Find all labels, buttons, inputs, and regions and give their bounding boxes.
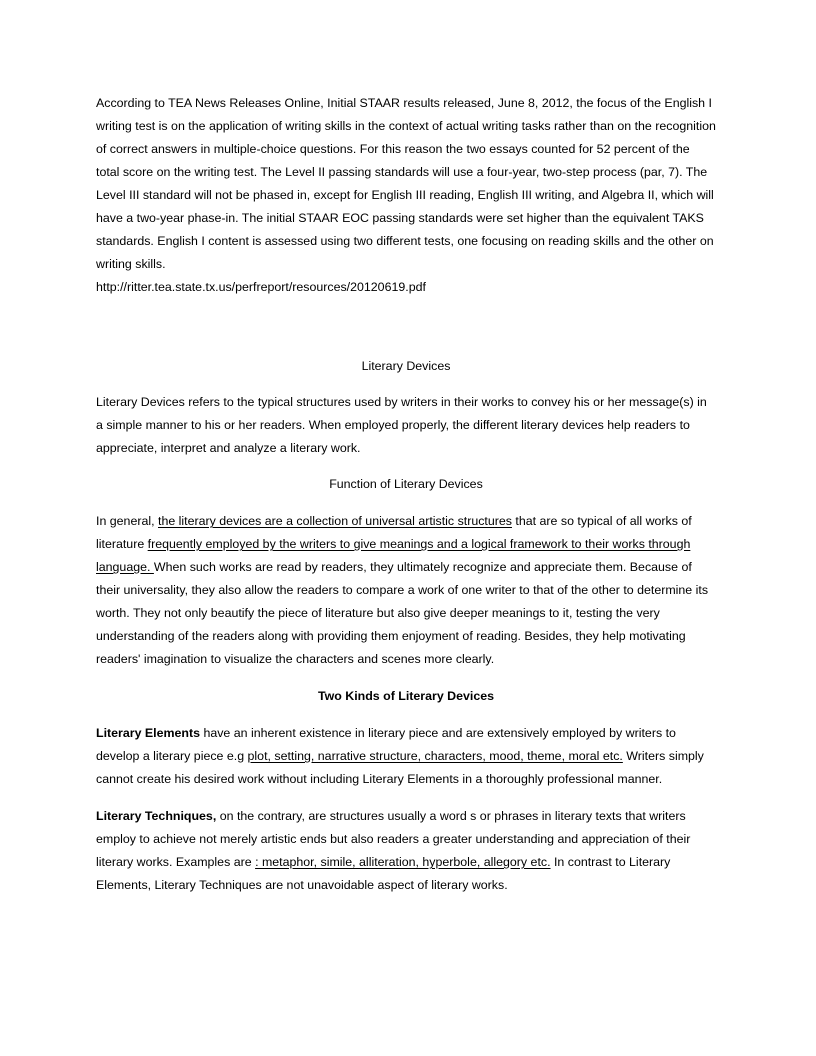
function-heading: Function of Literary Devices <box>329 477 483 491</box>
literary-techniques-paragraph <box>96 805 716 897</box>
function-underline-2: frequently employed by the writers to give meanings and a logical framework to their works through language. <box>96 537 691 574</box>
literary-devices-paragraph: Literary Devices refers to the typical structures used by writers in their works to convey his or her message(s) in a simple manner to his or her readers. When employed properly, the different literary devices help readers to appreciate, interpret and analyze a literary work. <box>96 395 707 455</box>
document-page <box>96 92 716 897</box>
literary-techniques-text-1: on the contrary, are structures usually a word s or phrases in literary texts that writers employ to achieve not merely artistic ends but also readers a greater understanding and appreciation of their literary works. Examples are <box>96 809 691 869</box>
literary-elements-examples: plot, setting, narrative structure, characters, mood, theme, moral etc. <box>247 749 623 763</box>
two-kinds-heading: Two Kinds of Literary Devices <box>317 689 495 703</box>
function-mid: that are so typical of all works of literature <box>96 514 692 551</box>
literary-techniques-text-2: In contrast to Literary Elements, Literary Techniques are not unavoidable aspect of literary works. <box>96 855 671 892</box>
literary-elements-paragraph <box>96 722 716 791</box>
source-url: http://ritter.tea.state.tx.us/perfreport/resources/20120619.pdf <box>96 280 426 294</box>
function-lead: In general, <box>96 514 158 528</box>
function-rest: When such works are read by readers, they ultimately recognize and appreciate them. Because of their universality, they also allow the readers to compare a work of one writer to that of the other to determine its worth. They not only beautify the piece of literature but also give deeper meanings to it, testing the very understanding of the readers along with providing them enjoyment of reading. Besides, they help motivating readers' imagination to visualize the characters and scenes more clearly. <box>96 560 709 666</box>
literary-elements-term: Literary Elements <box>96 726 200 740</box>
literary-elements-text-2: Writers simply cannot create his desired work without including Literary Elements in a thoroughly professional manner. <box>96 749 704 786</box>
function-paragraph <box>96 510 716 671</box>
literary-devices-heading: Literary Devices <box>361 359 451 373</box>
function-underline-1: the literary devices are a collection of universal artistic structures <box>158 514 512 528</box>
intro-paragraph: According to TEA News Releases Online, Initial STAAR results released, June 8, 2012, the focus of the English I writing test is on the application of writing skills in the context of actual writing tasks rather than on the recognition of correct answers in multiple-choice questions. For this reason the two essays counted for 52 percent of the total score on the writing test. The Level II passing standards will use a four-year, two-step process (par, 7). The Level III standard will not be phased in, except for English III reading, English III writing, and Algebra II, which will have a two-year phase-in. The initial STAAR EOC passing standards were set higher than the equivalent TAKS standards. English I content is assessed using two different tests, one focusing on reading skills and the other on writing skills. <box>96 96 716 271</box>
literary-techniques-examples: : metaphor, simile, alliteration, hyperbole, allegory etc. <box>255 855 551 869</box>
literary-techniques-term: Literary Techniques, <box>96 809 217 823</box>
literary-elements-text-1: have an inherent existence in literary piece and are extensively employed by writers to develop a literary piece e.g <box>96 726 676 763</box>
